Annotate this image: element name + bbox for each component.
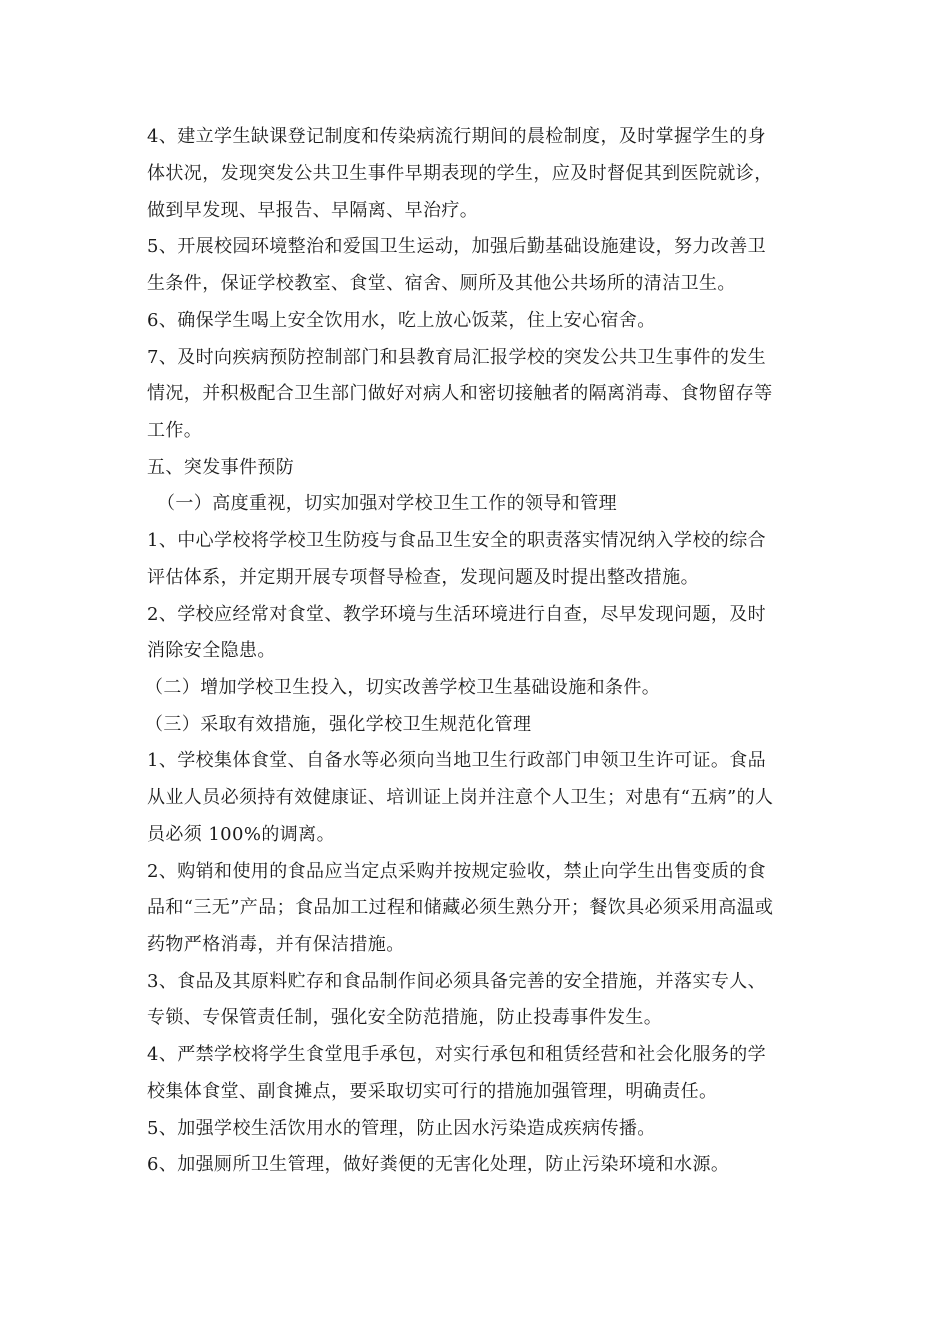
text-line: 7、及时向疾病预防控制部门和县教育局汇报学校的突发公共卫生事件的发生 (147, 347, 767, 368)
text-line: 消除安全隐患。 (147, 640, 276, 661)
text-line: 1、中心学校将学校卫生防疫与食品卫生安全的职责落实情况纳入学校的综合 (147, 530, 767, 551)
text-line: 做到早发现、早报告、早隔离、早治疗。 (147, 200, 479, 221)
text-line: 专锁、专保管责任制，强化安全防范措施，防止投毒事件发生。 (147, 1007, 663, 1028)
text-line: 1、学校集体食堂、自备水等必须向当地卫生行政部门申领卫生许可证。食品 (147, 750, 767, 771)
text-line: 体状况，发现突发公共卫生事件早期表现的学生，应及时督促其到医院就诊， (147, 163, 773, 184)
subsection-heading: （三）采取有效措施，强化学校卫生规范化管理 (145, 714, 532, 735)
text-line: 从业人员必须持有效健康证、培训证上岗并注意个人卫生；对患有“五病”的人 (147, 787, 774, 808)
text-line: 2、学校应经常对食堂、教学环境与生活环境进行自查，尽早发现问题，及时 (147, 604, 767, 625)
text-line: 品和“三无”产品；食品加工过程和储藏必须生熟分开；餐饮具必须采用高温或 (147, 897, 774, 918)
text-line: 5、加强学校生活饮用水的管理，防止因水污染造成疾病传播。 (147, 1118, 656, 1139)
text-line: 4、严禁学校将学生食堂甩手承包，对实行承包和租赁经营和社会化服务的学 (147, 1044, 767, 1065)
section-heading: 五、突发事件预防 (147, 457, 295, 478)
subsection-heading: （二）增加学校卫生投入，切实改善学校卫生基础设施和条件。 (145, 677, 661, 698)
text-line: 评估体系，并定期开展专项督导检查，发现问题及时提出整改措施。 (147, 567, 699, 588)
text-line: 药物严格消毒，并有保洁措施。 (147, 934, 405, 955)
text-line: 生条件，保证学校教室、食堂、宿舍、厕所及其他公共场所的清洁卫生。 (147, 273, 736, 294)
text-line: 员必须 100%的调离。 (147, 824, 335, 845)
text-line: 情况，并积极配合卫生部门做好对病人和密切接触者的隔离消毒、食物留存等 (147, 383, 773, 404)
text-line: 校集体食堂、副食摊点，要采取切实可行的措施加强管理，明确责任。 (147, 1081, 718, 1102)
text-line: 工作。 (147, 420, 203, 441)
text-line: 2、购销和使用的食品应当定点采购并按规定验收，禁止向学生出售变质的食 (147, 861, 767, 882)
text-line: 3、食品及其原料贮存和食品制作间必须具备完善的安全措施，并落实专人、 (147, 971, 767, 992)
subsection-heading: （一）高度重视，切实加强对学校卫生工作的领导和管理 (157, 493, 617, 514)
text-line: 5、开展校园环境整治和爱国卫生运动，加强后勤基础设施建设，努力改善卫 (147, 236, 767, 257)
text-line: 6、加强厕所卫生管理，做好粪便的无害化处理，防止污染环境和水源。 (147, 1154, 730, 1175)
text-line: 4、建立学生缺课登记制度和传染病流行期间的晨检制度，及时掌握学生的身 (147, 126, 767, 147)
text-line: 6、确保学生喝上安全饮用水，吃上放心饭菜，住上安心宿舍。 (147, 310, 656, 331)
